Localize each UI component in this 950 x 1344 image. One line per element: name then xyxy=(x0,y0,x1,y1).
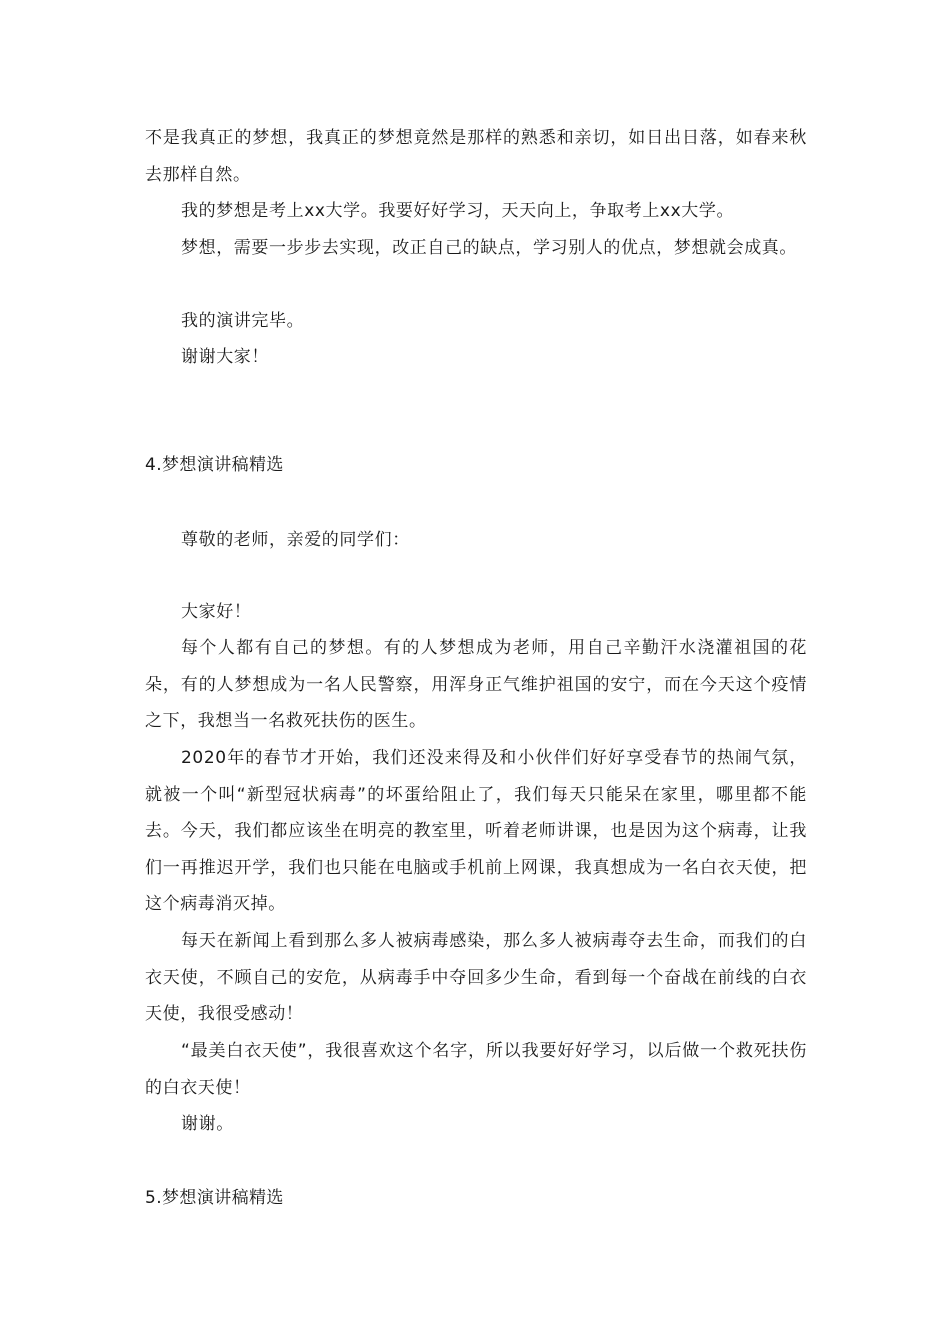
section4-paragraph-4: “最美白衣天使”，我很喜欢这个名字，所以我要好好学习，以后做一个救死扶伤的白衣天使！ xyxy=(145,1041,807,1098)
section4-greeting: 大家好！ xyxy=(181,602,252,622)
section3-paragraph-1: 我的梦想是考上xx大学。我要好好学习，天天向上，争取考上xx大学。 xyxy=(181,201,735,221)
section4-paragraph-1: 每个人都有自己的梦想。有的人梦想成为老师，用自己辛勤汗水浇灌祖国的花朵，有的人梦想成为一名人民警察，用浑身正气维护祖国的安宁，而在今天这个疫情之下，我想当一名救死扶伤的医生。 xyxy=(145,638,807,731)
section3-paragraph-4: 谢谢大家！ xyxy=(181,347,269,367)
section5-heading: 5.梦想演讲稿精选 xyxy=(145,1188,284,1208)
section4-salutation: 尊敬的老师，亲爱的同学们： xyxy=(181,530,410,550)
section3-paragraph-3: 我的演讲完毕。 xyxy=(181,311,305,331)
section3-paragraph-2: 梦想，需要一步步去实现，改正自己的缺点，学习别人的优点，梦想就会成真。 xyxy=(181,238,797,258)
section4-paragraph-2: 2020年的春节才开始，我们还没来得及和小伙伴们好好享受春节的热闹气氛，就被一个叫“新型冠状病毒”的坏蛋给阻止了，我们每天只能呆在家里，哪里都不能去。今天，我们都应该坐在明亮的教室里，听着老师讲课，也是因为这个病毒，让我们一再推迟开学，我们也只能在电脑或手机前上网课，我真想成为一名白衣天使，把这个病毒消灭掉。 xyxy=(145,748,807,914)
section4-paragraph-5: 谢谢。 xyxy=(181,1114,234,1134)
section4-heading: 4.梦想演讲稿精选 xyxy=(145,455,284,475)
section3-continuation: 不是我真正的梦想，我真正的梦想竟然是那样的熟悉和亲切，如日出日落，如春来秋去那样自然。 xyxy=(145,128,807,185)
section4-paragraph-3: 每天在新闻上看到那么多人被病毒感染，那么多人被病毒夺去生命，而我们的白衣天使，不顾自己的安危，从病毒手中夺回多少生命，看到每一个奋战在前线的白衣天使，我很受感动！ xyxy=(145,931,807,1024)
